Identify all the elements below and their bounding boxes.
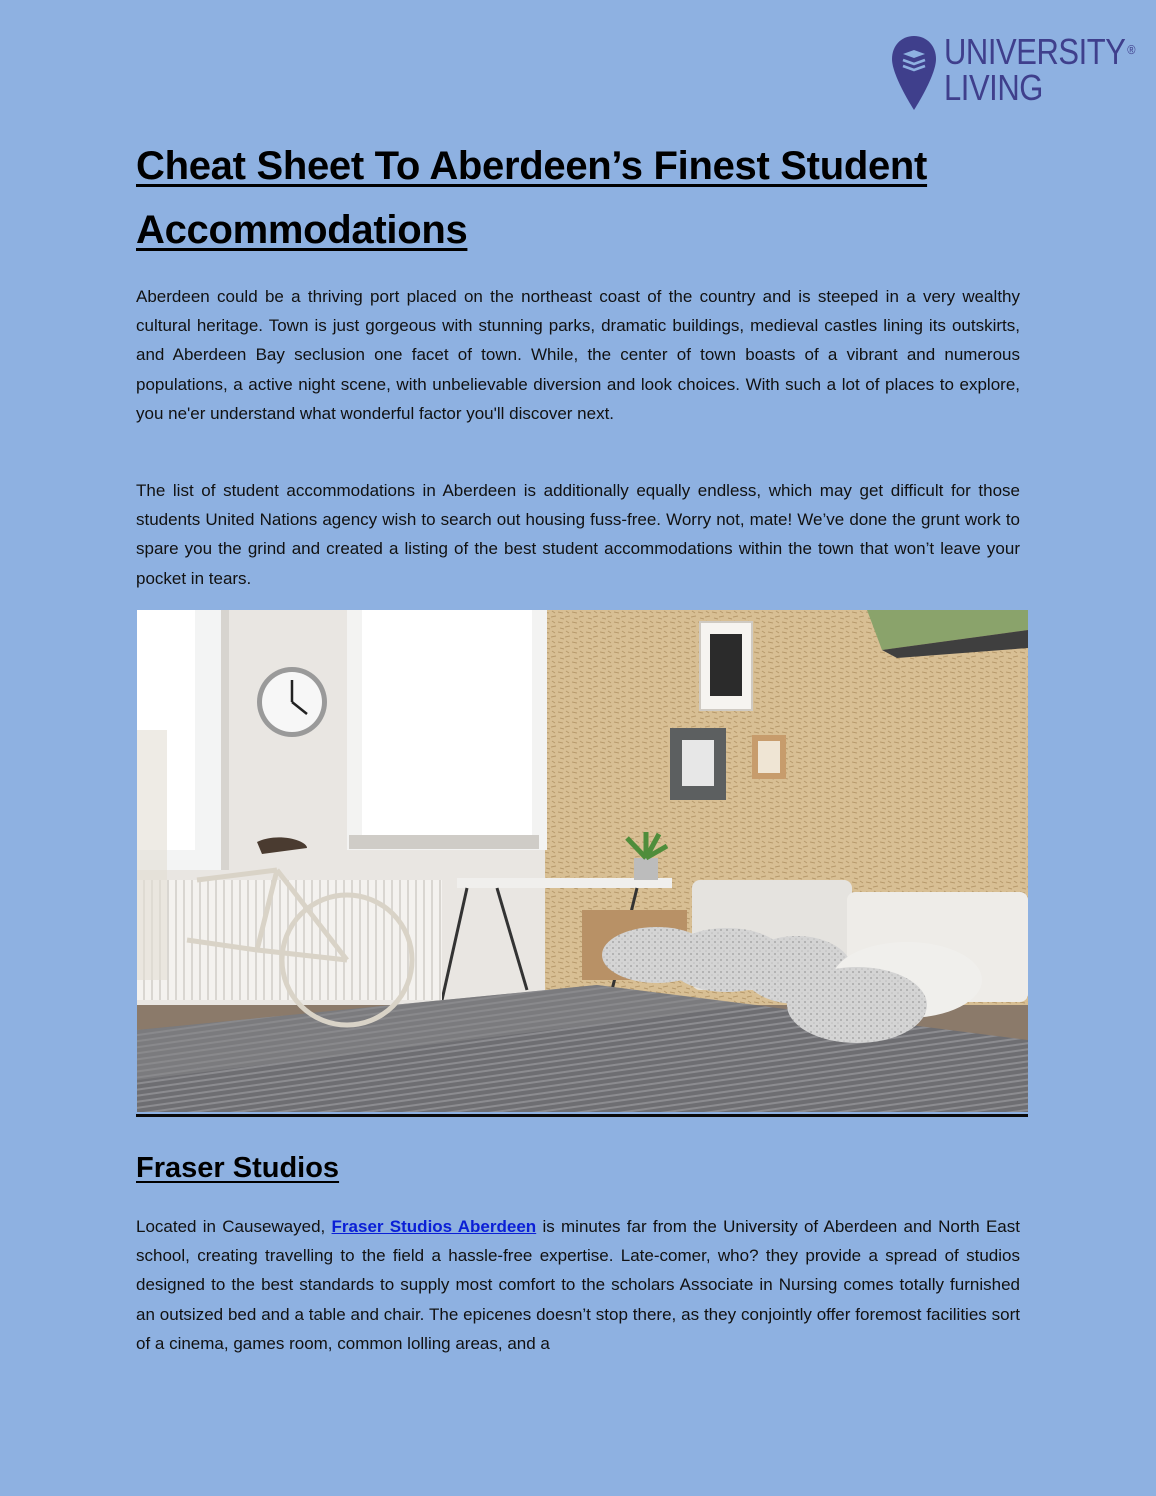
photo-underline xyxy=(136,1114,1028,1117)
paragraph-text-after-link: is minutes far from the University of Aberdeen and North East school, creating travelling to the field a hassle-free expertise. Late-comer, who? they provide a spread of studios designed to the best standards to supply most comfort to the scholars Associate in Nursing comes totally furnished an outsized bed and a table and chair. The epicenes doesn’t stop there, as they conjointly offer foremost facilities sort of a cinema, games room, common lolling areas, and a xyxy=(136,1217,1020,1353)
university-living-logo[interactable] xyxy=(890,31,1140,114)
map-pin-icon xyxy=(890,34,938,112)
registered-mark: ® xyxy=(1127,42,1136,57)
bedroom-photo xyxy=(137,610,1028,1112)
fraser-studios-paragraph xyxy=(136,1212,1020,1358)
logo-line-1: UNIVERSITY xyxy=(944,31,1126,72)
logo-line-2: LIVING xyxy=(944,67,1043,108)
section-heading: Fraser Studios xyxy=(136,1152,340,1184)
bedroom-illustration xyxy=(137,610,1028,1112)
paragraph-text-before-link: Located in Causewayed, xyxy=(136,1217,332,1236)
fraser-studios-link[interactable]: Fraser Studios Aberdeen xyxy=(331,1217,537,1236)
intro-paragraph: Aberdeen could be a thriving port placed on the northeast coast of the country and is steeped in a very wealthy cultural heritage. Town is just gorgeous with stunning parks, dramatic buildings, medieval castles lining its outskirts, and Aberdeen Bay seclusion one facet of town. While, the center of town boasts of a vibrant and numerous populations, a active night scene, with unbelievable diversion and look choices. With such a lot of places to explore, you ne'er understand what wonderful factor you'll discover next. xyxy=(136,287,1020,423)
second-paragraph: The list of student accommodations in Aberdeen is additionally equally endless, which may get difficult for those students United Nations agency wish to search out housing fuss-free. Worry not, mate! We’ve done the grunt work to spare you the grind and created a listing of the best student accommodations within the town that won’t leave your pocket in tears. xyxy=(136,481,1020,588)
page-title: Cheat Sheet To Aberdeen’s Finest Student Accommodations xyxy=(136,144,928,252)
